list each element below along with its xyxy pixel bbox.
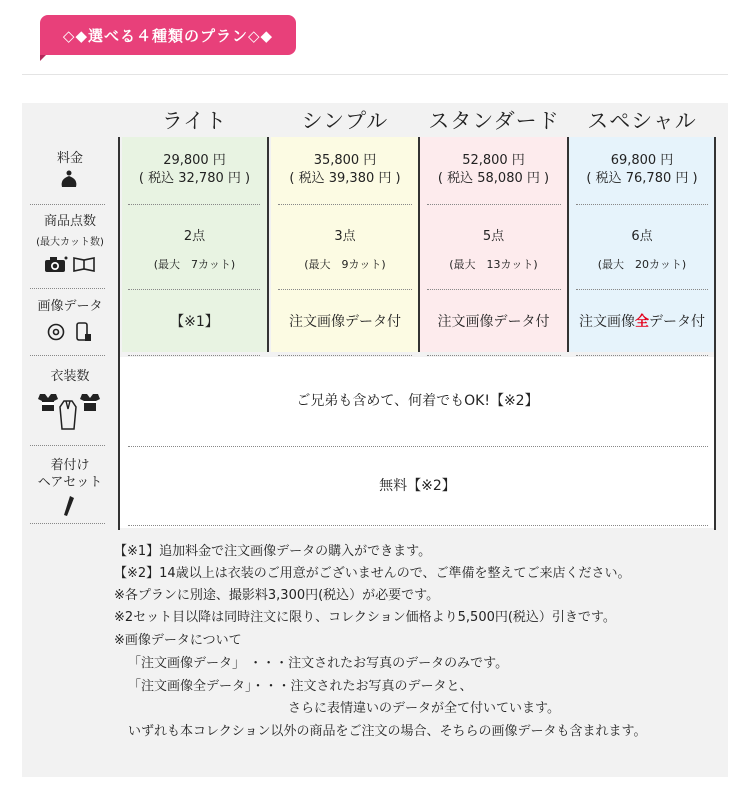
image-data-light: 【※1】 bbox=[170, 314, 219, 330]
plan-heading-simple: シンプル bbox=[301, 109, 389, 133]
merged-rows-box bbox=[120, 357, 715, 528]
cuts-light: (最大 7カット) bbox=[153, 258, 236, 271]
row-separator bbox=[576, 204, 708, 205]
row-separator bbox=[128, 289, 260, 290]
note-3: ※各プランに別途、撮影料3,300円(税込）が必要です。 bbox=[114, 588, 440, 603]
row-separator bbox=[128, 525, 708, 526]
row-separator bbox=[30, 355, 105, 356]
items-standard: 5点 bbox=[482, 229, 505, 244]
plan-heading-standard: スタンダード bbox=[428, 109, 560, 133]
divider bbox=[22, 74, 728, 75]
row-separator bbox=[576, 355, 708, 356]
row-separator bbox=[278, 289, 412, 290]
note-8: さらに表情違いのデータが全て付いています。 bbox=[288, 701, 560, 716]
row-label-image-data: 画像データ bbox=[37, 299, 103, 314]
note-4: ※2セット目以降は同時注文に限り、コレクション価格より5,500円(税込）引きです。 bbox=[114, 610, 616, 625]
column-divider bbox=[267, 137, 269, 352]
plan-heading-special: スペシャル bbox=[587, 109, 697, 133]
cuts-simple: (最大 9カット) bbox=[304, 258, 386, 271]
row-label-items: 商品点数 bbox=[43, 214, 96, 229]
note-1: 【※1】追加料金で注文画像データの購入ができます。 bbox=[114, 544, 432, 559]
image-data-simple: 注文画像データ付 bbox=[289, 314, 401, 330]
price-standard: 52,800 円 ( 税込 58,080 円 ) bbox=[437, 153, 550, 186]
column-divider bbox=[118, 137, 120, 530]
badge-tail bbox=[40, 55, 46, 61]
row-separator bbox=[427, 204, 561, 205]
row-label-hairset: ヘアセット bbox=[37, 475, 103, 490]
row-separator bbox=[30, 204, 105, 205]
image-data-special: 注文画像全データ付 bbox=[579, 314, 705, 330]
row-label-dressing: 着付け bbox=[50, 458, 90, 473]
row-label-costume: 衣装数 bbox=[50, 369, 90, 384]
row-label-items-sub: (最大カット数) bbox=[36, 237, 104, 248]
row-separator bbox=[278, 204, 412, 205]
cuts-standard: (最大 13カット) bbox=[449, 258, 538, 271]
row-separator bbox=[427, 355, 561, 356]
column-divider bbox=[714, 137, 716, 530]
phone-icon bbox=[73, 321, 95, 343]
items-light: 2点 bbox=[183, 229, 206, 244]
album-icon bbox=[72, 255, 96, 273]
row-separator bbox=[576, 289, 708, 290]
row-separator bbox=[427, 289, 561, 290]
emphasis-all: 全 bbox=[635, 314, 649, 330]
row-separator bbox=[30, 523, 105, 524]
kimono-icon bbox=[78, 390, 102, 414]
row-separator bbox=[128, 355, 260, 356]
note-5: ※画像データについて bbox=[114, 633, 242, 648]
image-data-standard: 注文画像データ付 bbox=[437, 314, 550, 330]
row-separator bbox=[30, 445, 105, 446]
items-special: 6点 bbox=[631, 229, 653, 244]
price-light: 29,800 円 ( 税込 32,780 円 ) bbox=[138, 153, 251, 186]
note-7: 「注文画像全データ」・・・注文されたお写真のデータと、 bbox=[128, 679, 473, 694]
row-label-price: 料金 bbox=[56, 151, 83, 166]
row-separator bbox=[128, 446, 708, 447]
note-6: 「注文画像データ」 ・・・注文されたお写真のデータのみです。 bbox=[128, 656, 509, 671]
row-separator bbox=[278, 355, 412, 356]
row-separator bbox=[30, 288, 105, 289]
camera-icon bbox=[43, 254, 69, 274]
disc-icon bbox=[45, 322, 67, 342]
money-bag-icon bbox=[55, 169, 83, 189]
suit-icon bbox=[58, 398, 78, 432]
price-special: 69,800 円 ( 税込 76,780 円 ) bbox=[586, 153, 698, 186]
costume-all-plans: ご兄弟も含めて、何着でもOK!【※2】 bbox=[296, 393, 539, 409]
plan-title-badge: ◇◆選べる４種類のプラン◇◆ bbox=[40, 15, 296, 55]
kimono-icon bbox=[36, 390, 60, 414]
row-separator bbox=[128, 204, 260, 205]
note-9: いずれも本コレクション以外の商品をご注文の場合、そちらの画像データも含まれます。 bbox=[128, 724, 647, 739]
cuts-special: (最大 20カット) bbox=[597, 258, 687, 271]
dressing-all-plans: 無料【※2】 bbox=[379, 478, 456, 494]
comb-icon bbox=[58, 494, 78, 518]
items-simple: 3点 bbox=[334, 229, 356, 244]
price-simple: 35,800 円 ( 税込 39,380 円 ) bbox=[289, 153, 401, 186]
note-2: 【※2】14歳以上は衣装のご用意がございませんので、ご準備を整えてご来店ください。 bbox=[114, 566, 631, 581]
plan-heading-light: ライト bbox=[161, 109, 228, 133]
